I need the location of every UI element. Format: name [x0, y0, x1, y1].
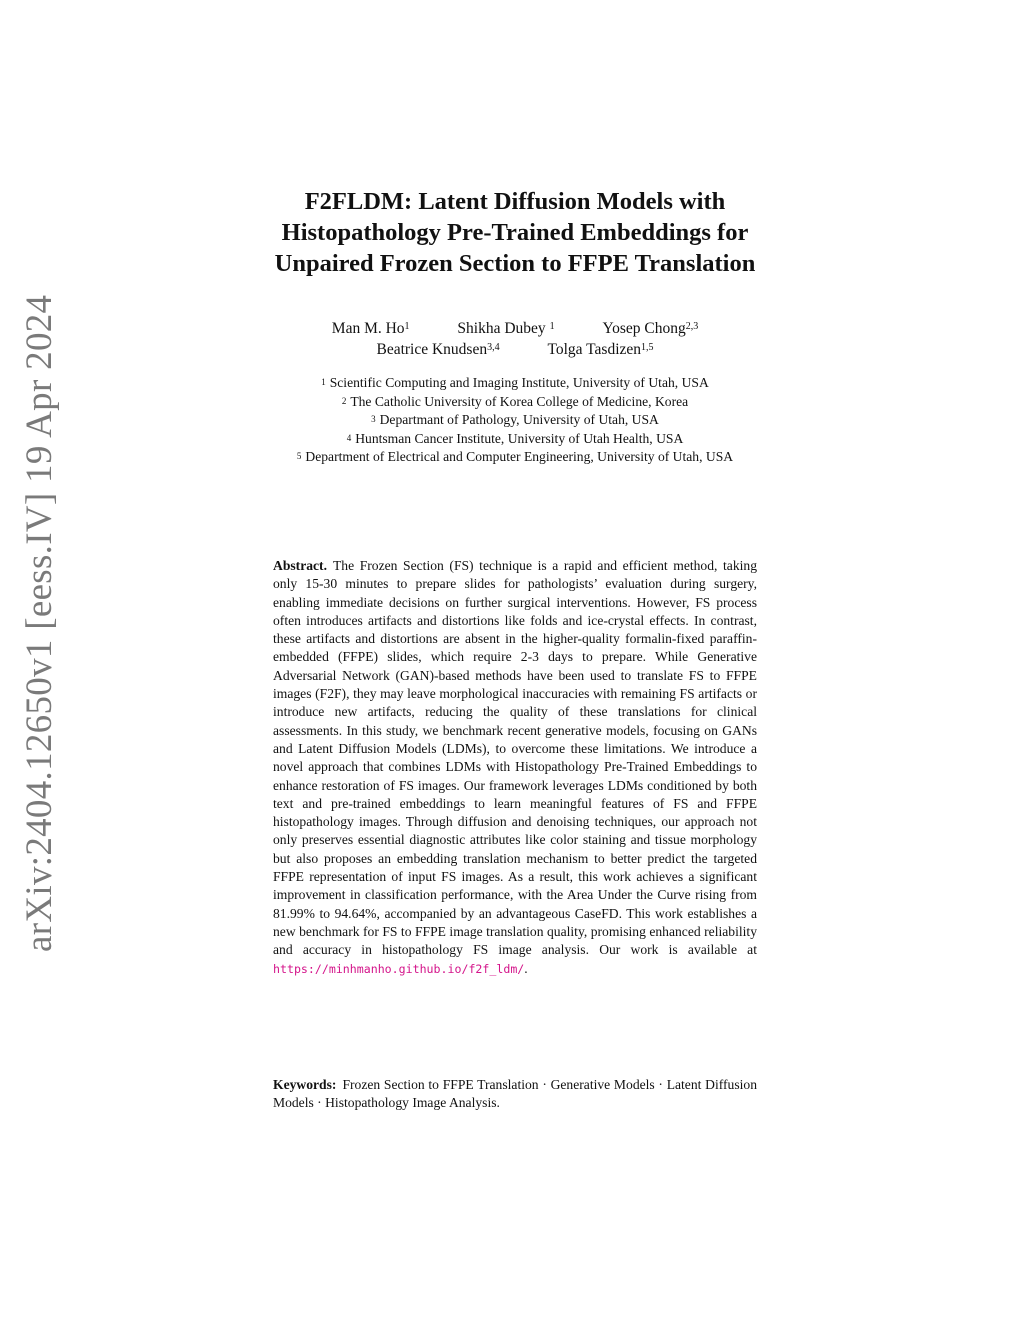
title-line-2: Histopathology Pre-Trained Embeddings for [281, 219, 749, 246]
keywords-label: Keywords: [273, 1077, 337, 1092]
author-affil-sup: 1 [404, 321, 410, 332]
author-beatrice-knudsen [376, 339, 499, 360]
author-yosep-chong [602, 318, 698, 339]
author-name: Tolga Tasdizen [547, 341, 642, 358]
author-name: Beatrice Knudsen [376, 341, 488, 358]
affiliation-text: Department of Electrical and Computer Engineering, University of Utah, USA [305, 449, 734, 464]
author-shikha-dubey [457, 318, 554, 339]
author-tolga-tasdizen [547, 339, 653, 360]
author-affil-sup: 1,5 [641, 342, 654, 353]
affiliation-sup: 2 [341, 395, 347, 406]
author-name: Man M. Ho [331, 320, 405, 337]
author-affil-sup: 1 [549, 321, 555, 332]
affiliation-text: Departmant of Pathology, University of Utah, USA [379, 412, 659, 427]
project-link[interactable]: https://minhmanho.github.io/f2f_ldm/ [273, 961, 525, 976]
affiliation-5 [150, 448, 880, 467]
author-man-ho [332, 318, 410, 339]
author-row-2 [150, 339, 880, 360]
affiliation-text: The Catholic University of Korea College of Medicine, Korea [350, 393, 689, 409]
author-row-1 [150, 318, 880, 339]
affiliation-sup: 3 [371, 414, 376, 424]
affiliation-text: Huntsman Cancer Institute, University of Utah Health, USA [355, 430, 684, 446]
affiliation-sup: 1 [321, 377, 326, 387]
author-name: Shikha Dubey [457, 320, 546, 337]
arxiv-side-stamp: arXiv:2404.12650v1 [eess.IV] 19 Apr 2024 [19, 294, 60, 952]
abstract-section [273, 557, 757, 978]
paper-title [150, 186, 880, 279]
title-line-3: Unpaired Frozen Section to FFPE Translation [274, 250, 756, 277]
affiliation-4 [150, 430, 880, 449]
affiliation-sup: 5 [296, 451, 302, 461]
abstract-text: The Frozen Section (FS) technique is a rapid and efficient method, taking only 15-30 minutes to prepare slides for pathologists’ evaluation during surgery, enabling immediate decisions on further surgical interventions. However, FS process often introduces artifacts and distortions like folds and ice-crystal effects. In contrast, these artifacts and distortions are absent in the higher-quality formalin-fixed paraffin-embedded (FFPE) slides, which require 2-3 days to prepare. While Generative Adversarial Network (GAN)-based methods have been used to translate FS to FFPE images (F2F), they may leave morphological inaccuracies with remaining FS artifacts or introduce new artifacts, reducing the quality of these translations for clinical assessments. In this study, we benchmark recent generative models, focusing on GANs and Latent Diffusion Models (LDMs), to overcome these limitations. We introduce a novel approach that combines LDMs with Histopathology Pre-Trained Embeddings to enhance restoration of FS images. Our framework leverages LDMs conditioned by both text and pre-trained embeddings to learn meaningful features of FS and FFPE histopathology images. Through diffusion and denoising techniques, our approach not only preserves essential diagnostic attributes like color staining and tissue morphology but also proposes an embedding translation mechanism to better predict the targeted FFPE representation of input FS images. As a result, this work achieves a significant improvement in classification performance, with the Area Under the Curve rising from 81.99% to 94.64%, accompanied by an advantageous CaseFD. This work establishes a new benchmark for FS to FFPE image translation quality, promising enhanced reliability and accuracy in histopathology FS image analysis. Our work is available at [273, 558, 757, 958]
author-list [150, 318, 880, 360]
affiliation-text: Scientific Computing and Imaging Institute, University of Utah, USA [329, 375, 709, 390]
title-line-1: F2FLDM: Latent Diffusion Models with [304, 188, 726, 215]
keywords-section [273, 1076, 757, 1113]
affiliation-list [150, 374, 880, 467]
affiliation-1 [150, 374, 880, 393]
author-affil-sup: 3,4 [487, 342, 500, 353]
author-name: Yosep Chong [602, 320, 686, 337]
author-affil-sup: 2,3 [685, 321, 699, 332]
affiliation-2 [150, 393, 880, 412]
abstract-label: Abstract. [273, 558, 327, 573]
affiliation-3 [150, 411, 880, 430]
abstract-end: . [524, 960, 528, 976]
keywords-text: Frozen Section to FFPE Translation · Generative Models · Latent Diffusion Models · Histopathology Image Analysis. [273, 1077, 757, 1111]
affiliation-sup: 4 [346, 432, 352, 443]
